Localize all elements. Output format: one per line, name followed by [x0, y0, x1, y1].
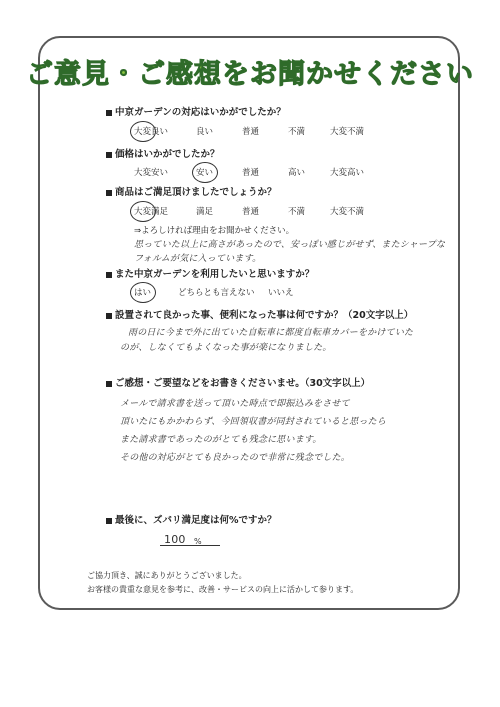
question-3-label: 商品はご満足頂けましたでしょうか？	[106, 184, 277, 198]
question-1-option-4[interactable]: 不満	[288, 127, 306, 137]
question-5-label: 設置されて良かった事、便利になった事は何ですか？（20文字以上）	[106, 307, 413, 321]
question-4-option-1[interactable]: はい	[134, 288, 152, 298]
question-1-option-2[interactable]: 良い	[196, 127, 214, 137]
question-3-option-5[interactable]: 大変不満	[330, 207, 365, 217]
question-3-option-2[interactable]: 満足	[196, 207, 214, 217]
question-3-option-1[interactable]: 大変満足	[134, 207, 169, 217]
question-2-option-4[interactable]: 高い	[288, 168, 306, 178]
question-6-answer-line-3[interactable]: また請求書であったのがとても残念に思います。	[120, 435, 322, 445]
question-6-answer-line-1[interactable]: メールで請求書を送って頂いた時点で即振込みをさせて	[120, 399, 350, 409]
question-2-option-1[interactable]: 大変安い	[134, 168, 169, 178]
question-4-option-2[interactable]: どちらとも言えない	[178, 288, 255, 298]
question-3-reason-prompt: ⇒よろしければ理由をお聞かせください。	[134, 226, 295, 236]
percent-unit: %	[194, 537, 202, 546]
question-1-label: 中京ガーデンの対応はいかがでしたか？	[106, 104, 286, 118]
question-2-option-3[interactable]: 普通	[242, 168, 260, 178]
question-6-label: ご感想・ご要望などをお書きくださいませ。（30文字以上）	[106, 375, 370, 389]
question-5-answer-line-2[interactable]: のが、しなくてもよくなった事が楽になりました。	[120, 343, 332, 353]
question-1-options	[0, 125, 500, 139]
question-1-option-3[interactable]: 普通	[242, 127, 260, 137]
footer-note: お客様の貴重な意見を参考に、改善・サービスの向上に活かして参ります。	[87, 585, 359, 594]
form-title: ご意見・ご感想をお聞かせください	[26, 59, 474, 90]
question-2-option-5[interactable]: 大変高い	[330, 168, 365, 178]
question-4-option-3[interactable]: いいえ	[268, 288, 294, 298]
question-6-answer-line-2[interactable]: 頂いたにもかかわらず、今回領収書が同封されていると思ったら	[120, 417, 387, 427]
question-3-reason-line-2[interactable]: フォルムが気に入っています。	[134, 254, 262, 264]
satisfaction-answer-underline	[160, 545, 220, 546]
question-3-reason-line-1[interactable]: 思っていた以上に高さがあったので、安っぽい感じがせず、またシャープな	[134, 240, 446, 250]
question-3-option-3[interactable]: 普通	[242, 207, 260, 217]
satisfaction-answer[interactable]: 100	[164, 533, 186, 546]
question-4-options	[0, 286, 500, 300]
question-2-label: 価格はいかがでしたか？	[106, 146, 220, 160]
question-5-answer-line-1[interactable]: 雨の日に今まで外に出ていた自転車に都度自転車カバーをかけていた	[128, 328, 414, 338]
question-1-option-1[interactable]: 大変良い	[134, 127, 169, 137]
question-2-options	[0, 166, 500, 180]
question-4-label: また中京ガーデンを利用したいと思いますか？	[106, 266, 314, 280]
footer-thanks: ご協力頂き、誠にありがとうございました。	[87, 571, 247, 580]
question-3-option-4[interactable]: 不満	[288, 207, 306, 217]
question-2-option-2[interactable]: 安い	[196, 168, 214, 178]
question-1-option-5[interactable]: 大変不満	[330, 127, 365, 137]
question-7-label: 最後に、ズバリ満足度は何%ですか？	[106, 512, 277, 526]
question-3-options	[0, 205, 500, 219]
question-6-answer-line-4[interactable]: その他の対応がとても良かったので非常に残念でした。	[120, 453, 351, 463]
